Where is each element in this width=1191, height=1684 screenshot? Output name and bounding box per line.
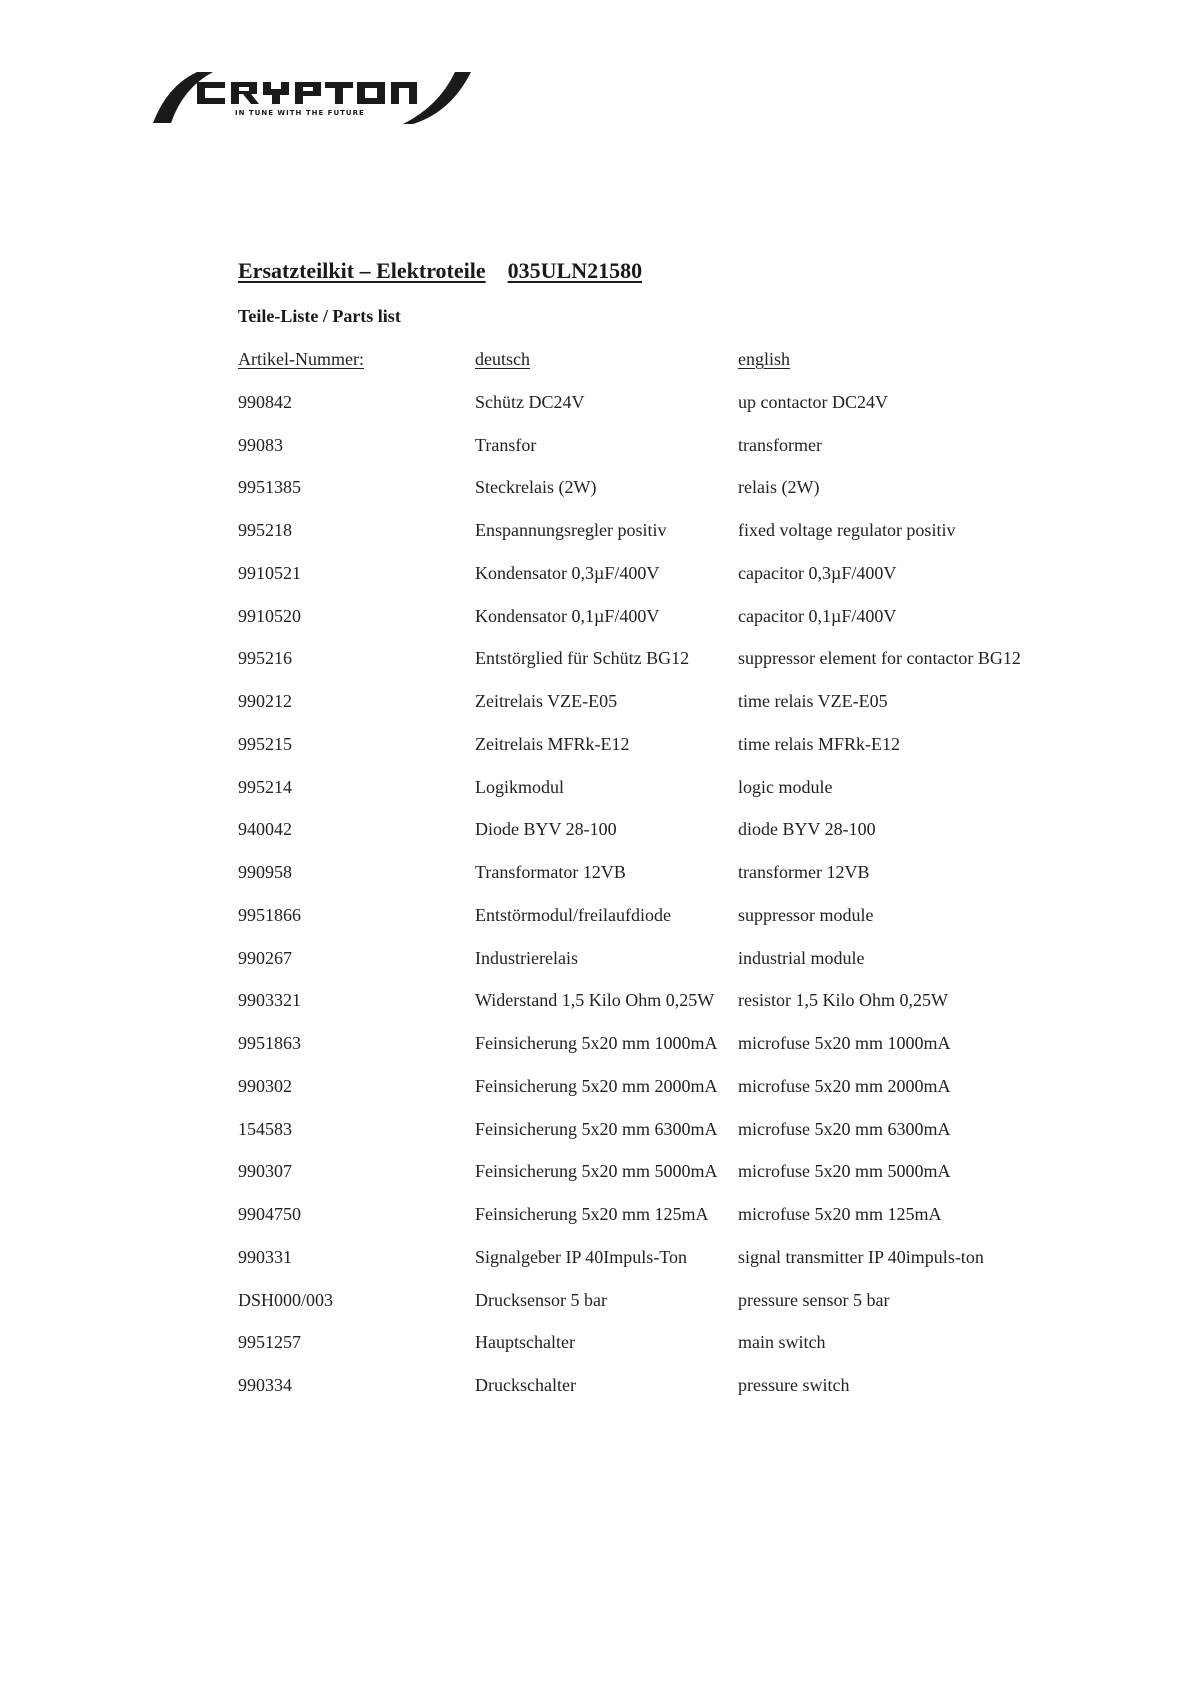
article-number-cell: 99083 [238, 434, 283, 455]
english-name-cell: diode BYV 28-100 [738, 819, 876, 840]
german-name-cell: Hauptschalter [475, 1332, 575, 1353]
german-name-cell: Transfor [475, 434, 537, 455]
article-number-cell: 995214 [238, 776, 292, 797]
header-english: english [738, 349, 790, 369]
crypton-logo-graphic [153, 68, 473, 128]
english-name-cell: time relais MFRk-E12 [738, 733, 900, 754]
table-row [238, 646, 1068, 689]
german-name-cell: Steckrelais (2W) [475, 477, 597, 498]
document-title-text: Ersatzteilkit – Elektroteile [238, 258, 486, 283]
table-row [238, 433, 1068, 476]
logo-tagline: IN TUNE WITH THE FUTURE [235, 109, 365, 117]
german-name-cell: Zeitrelais MFRk-E12 [475, 733, 630, 754]
article-number-cell: 995216 [238, 648, 292, 669]
english-name-cell: transformer 12VB [738, 862, 870, 882]
english-name-cell: main switch [738, 1332, 826, 1353]
german-name-cell: Feinsicherung 5x20 mm 6300mA [475, 1118, 718, 1139]
german-name-cell: Kondensator 0,3µF/400V [475, 562, 660, 583]
english-name-cell: capacitor 0,1µF/400V [738, 605, 897, 626]
article-number-cell: 990334 [238, 1375, 292, 1395]
german-name-cell: Diode BYV 28-100 [475, 819, 617, 840]
english-name-cell: pressure sensor 5 bar [738, 1289, 890, 1310]
crypton-logo [153, 68, 473, 128]
article-number-cell: 990331 [238, 1246, 292, 1267]
english-name-cell: microfuse 5x20 mm 1000mA [738, 1033, 951, 1053]
german-name-cell: Drucksensor 5 bar [475, 1289, 607, 1310]
german-name-cell: Signalgeber IP 40Impuls-Ton [475, 1246, 688, 1267]
german-name-cell: Feinsicherung 5x20 mm 5000mA [475, 1161, 718, 1182]
article-number-cell: 990842 [238, 391, 292, 412]
article-number-cell: 154583 [238, 1118, 292, 1139]
german-name-cell: Feinsicherung 5x20 mm 125mA [475, 1204, 709, 1224]
article-number-cell: 990307 [238, 1161, 292, 1182]
english-name-cell: time relais VZE-E05 [738, 691, 888, 711]
article-number-cell: 995218 [238, 520, 292, 540]
english-name-cell: pressure switch [738, 1375, 850, 1395]
article-number-cell: DSH000/003 [238, 1289, 334, 1310]
english-name-cell: resistor 1,5 Kilo Ohm 0,25W [738, 990, 948, 1011]
header-article-number: Artikel-Nummer: [238, 349, 364, 369]
english-name-cell: microfuse 5x20 mm 6300mA [738, 1118, 951, 1139]
article-number-cell: 9951385 [238, 477, 301, 498]
english-name-cell: transformer [738, 434, 822, 455]
article-number-cell: 9951866 [238, 904, 301, 925]
english-name-cell: industrial module [738, 947, 865, 968]
document-title-code: 035ULN21580 [507, 258, 643, 283]
german-name-cell: Feinsicherung 5x20 mm 1000mA [475, 1033, 718, 1053]
german-name-cell: Industrierelais [475, 947, 578, 968]
article-number-cell: 940042 [238, 819, 292, 840]
article-number-cell: 9910520 [238, 605, 301, 626]
table-row [238, 775, 1068, 818]
table-header-row [238, 347, 1068, 390]
article-number-cell: 9951257 [238, 1332, 301, 1353]
article-number-cell: 9951863 [238, 1033, 301, 1053]
table-row [238, 1373, 1068, 1416]
table-row [238, 518, 1068, 561]
table-row [238, 561, 1068, 604]
german-name-cell: Entstörmodul/freilaufdiode [475, 904, 671, 925]
table-row [238, 604, 1068, 647]
header-german: deutsch [475, 349, 530, 369]
english-name-cell: fixed voltage regulator positiv [738, 520, 956, 540]
table-row [238, 732, 1068, 775]
german-name-cell: Enspannungsregler positiv [475, 520, 667, 540]
german-name-cell: Entstörglied für Schütz BG12 [475, 648, 690, 669]
table-row [238, 903, 1068, 946]
german-name-cell: Transformator 12VB [475, 862, 626, 882]
article-number-cell: 990958 [238, 862, 292, 882]
table-row [238, 1159, 1068, 1202]
english-name-cell: microfuse 5x20 mm 125mA [738, 1204, 942, 1224]
document-subtitle: Teile-Liste / Parts list [238, 306, 401, 326]
german-name-cell: Druckschalter [475, 1375, 576, 1395]
table-row [238, 946, 1068, 989]
german-name-cell: Logikmodul [475, 776, 564, 797]
document-title [238, 258, 642, 284]
table-row [238, 1245, 1068, 1288]
english-name-cell: signal transmitter IP 40impuls-ton [738, 1246, 984, 1267]
english-name-cell: suppressor module [738, 904, 874, 925]
table-row [238, 988, 1068, 1031]
article-number-cell: 995215 [238, 733, 292, 754]
table-row [238, 1288, 1068, 1331]
table-row [238, 1117, 1068, 1160]
english-name-cell: microfuse 5x20 mm 5000mA [738, 1161, 951, 1182]
english-name-cell: suppressor element for contactor BG12 [738, 648, 1021, 669]
table-row [238, 817, 1068, 860]
english-name-cell: microfuse 5x20 mm 2000mA [738, 1075, 951, 1096]
german-name-cell: Widerstand 1,5 Kilo Ohm 0,25W [475, 990, 715, 1011]
article-number-cell: 9904750 [238, 1204, 301, 1224]
article-number-cell: 9903321 [238, 990, 301, 1011]
german-name-cell: Feinsicherung 5x20 mm 2000mA [475, 1075, 718, 1096]
table-row [238, 860, 1068, 903]
table-row [238, 390, 1068, 433]
article-number-cell: 990212 [238, 691, 292, 711]
german-name-cell: Schütz DC24V [475, 391, 585, 412]
table-row [238, 1074, 1068, 1117]
parts-table [238, 347, 1068, 1416]
table-row [238, 475, 1068, 518]
english-name-cell: capacitor 0,3µF/400V [738, 562, 897, 583]
table-row [238, 1202, 1068, 1245]
german-name-cell: Zeitrelais VZE-E05 [475, 691, 618, 711]
english-name-cell: up contactor DC24V [738, 391, 888, 412]
article-number-cell: 9910521 [238, 562, 301, 583]
article-number-cell: 990267 [238, 947, 292, 968]
english-name-cell: logic module [738, 776, 833, 797]
table-row [238, 1330, 1068, 1373]
german-name-cell: Kondensator 0,1µF/400V [475, 605, 660, 626]
table-row [238, 689, 1068, 732]
article-number-cell: 990302 [238, 1075, 292, 1096]
english-name-cell: relais (2W) [738, 477, 820, 498]
table-row [238, 1031, 1068, 1074]
